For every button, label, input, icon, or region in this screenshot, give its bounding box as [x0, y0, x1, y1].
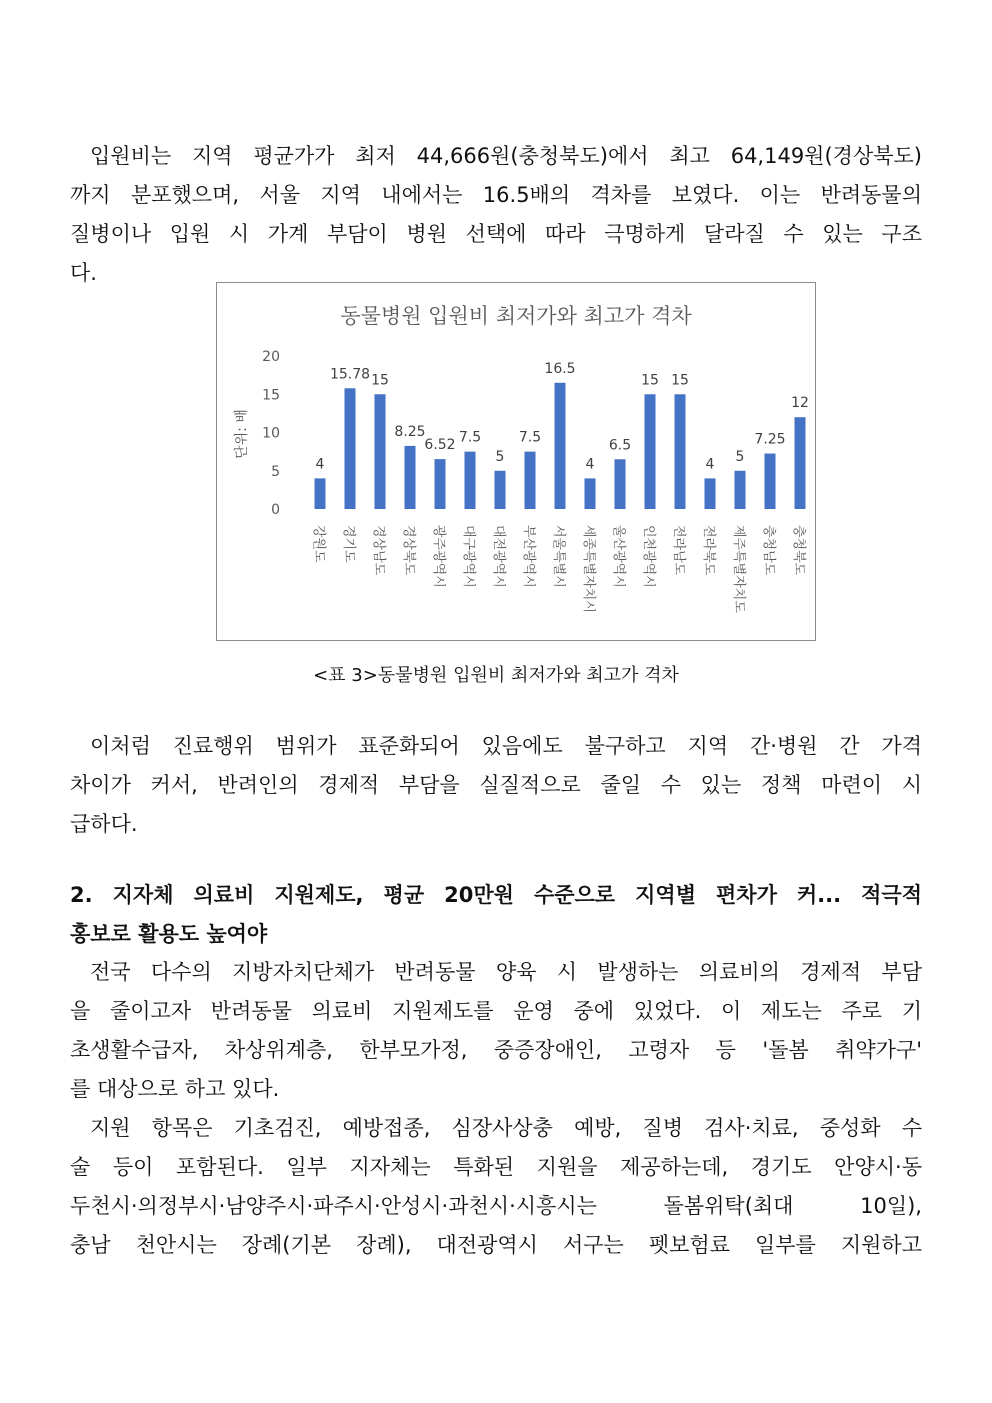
text-line: 급하다.: [70, 812, 138, 836]
data-label: 15.78: [329, 366, 371, 383]
paragraph-support-program: [70, 953, 922, 1109]
x-tick-label: 전라남도: [671, 525, 686, 576]
text-line: 지원 항목은 기초검진, 예방접종, 심장사상충 예방, 질병 검사·치료, 중성화 수: [90, 1116, 922, 1140]
paragraph-support-items: [70, 1109, 922, 1265]
x-tick-label: 충청남도: [761, 525, 776, 576]
bar-인천광역시: [645, 394, 656, 509]
bar-부산광역시: [525, 452, 536, 509]
text-line: 다.: [70, 261, 97, 285]
x-tick-label: 전라북도: [701, 525, 716, 576]
y-axis-label: 단위: 배: [234, 409, 250, 459]
bar-chart: [217, 283, 815, 640]
bar-대구광역시: [465, 452, 476, 509]
chart-title: 동물병원 입원비 최저가와 최고가 격차: [340, 304, 692, 328]
x-tick-label: 인천광역시: [641, 525, 656, 588]
x-tick-label: 제주특별자치도: [731, 525, 746, 613]
data-label: 4: [315, 456, 325, 473]
bar-광주광역시: [435, 459, 446, 509]
text-line: 를 대상으로 하고 있다.: [70, 1077, 280, 1101]
x-tick-label: 광주광역시: [431, 525, 446, 588]
x-tick-label: 강원도: [311, 525, 326, 563]
bar-대전광역시: [495, 471, 506, 509]
text-line: 초생활수급자, 차상위계층, 한부모가정, 중증장애인, 고령자 등 '돌봄 취약가구': [70, 1038, 922, 1062]
bar-전라남도: [675, 394, 686, 509]
x-tick-label: 부산광역시: [521, 525, 536, 588]
data-label: 6.52: [424, 437, 456, 454]
bar-세종특별자치시: [585, 478, 596, 509]
x-tick-label: 서울특별시: [551, 525, 566, 588]
x-tick-label: 세종특별자치시: [581, 525, 596, 613]
text-line: 까지 분포했으며, 서울 지역 내에서는 16.5배의 격차를 보였다. 이는 반려동물의: [70, 183, 922, 207]
text-line: 전국 다수의 지방자치단체가 반려동물 양육 시 발생하는 의료비의 경제적 부담: [90, 960, 922, 984]
bar-전라북도: [705, 478, 716, 509]
data-label: 8.25: [394, 423, 426, 440]
heading-line: 홍보로 활용도 높여야: [70, 922, 268, 946]
data-label: 7.5: [458, 429, 482, 446]
y-tick-label: 0: [271, 502, 280, 518]
data-label: 5: [495, 448, 505, 465]
text-line: 입원비는 지역 평균가가 최저 44,666원(충청북도)에서 최고 64,149원(경상북도): [90, 144, 922, 168]
bar-충청남도: [765, 454, 776, 509]
x-tick-label: 대구광역시: [461, 525, 476, 588]
data-label: 15: [371, 372, 389, 389]
y-tick-label: 15: [262, 387, 280, 404]
y-tick-label: 20: [262, 349, 280, 365]
data-label: 7.25: [754, 431, 786, 448]
data-label: 16.5: [544, 360, 576, 377]
y-tick-label: 10: [262, 425, 280, 442]
paragraph-admission-costs: [70, 137, 922, 293]
bar-경상북도: [405, 446, 416, 509]
heading-line: 2. 지자체 의료비 지원제도, 평균 20만원 수준으로 지역별 편차가 커... 적극적: [70, 883, 922, 907]
x-tick-label: 경상남도: [371, 525, 386, 576]
bar-제주특별자치도: [735, 471, 746, 509]
data-label: 15: [671, 372, 689, 389]
section-heading: [70, 876, 922, 954]
data-label: 15: [641, 372, 659, 389]
bar-경상남도: [375, 394, 386, 509]
data-label: 6.5: [608, 437, 632, 454]
x-tick-label: 대전광역시: [491, 525, 506, 588]
data-label: 4: [705, 456, 715, 473]
x-tick-label: 울산광역시: [611, 525, 626, 588]
bar-경기도: [345, 388, 356, 509]
data-label: 12: [791, 395, 809, 412]
data-label: 4: [585, 456, 595, 473]
bar-서울특별시: [555, 383, 566, 509]
paragraph-price-gap: [70, 727, 922, 844]
bar-울산광역시: [615, 459, 626, 509]
text-line: 차이가 커서, 반려인의 경제적 부담을 실질적으로 줄일 수 있는 정책 마련이 시: [70, 773, 922, 797]
text-line: 술 등이 포함된다. 일부 지자체는 특화된 지원을 제공하는데, 경기도 안양시·동: [70, 1155, 922, 1179]
x-tick-label: 경기도: [341, 525, 356, 563]
y-tick-label: 5: [271, 463, 280, 480]
bar-충청북도: [795, 417, 806, 509]
data-label: 5: [735, 448, 745, 465]
text-line: 질병이나 입원 시 가계 부담이 병원 선택에 따라 극명하게 달라질 수 있는 구조: [70, 222, 922, 246]
text-line: 두천시·의정부시·남양주시·파주시·안성시·과천시·시흥시는 돌봄위탁(최대 10일),: [70, 1194, 922, 1218]
bar-강원도: [315, 478, 326, 509]
text-line: 충남 천안시는 장례(기본 장례), 대전광역시 서구는 펫보험료 일부를 지원하고: [70, 1233, 922, 1257]
x-tick-label: 경상북도: [401, 525, 416, 576]
data-label: 7.5: [518, 429, 542, 446]
text-line: 이처럼 진료행위 범위가 표준화되어 있음에도 불구하고 지역 간·병원 간 가격: [90, 734, 922, 758]
x-tick-label: 충청북도: [791, 525, 806, 576]
text-line: 을 줄이고자 반려동물 의료비 지원제도를 운영 중에 있었다. 이 제도는 주로 기: [70, 999, 922, 1023]
chart-caption: <표 3>동물병원 입원비 최저가와 최고가 격차: [313, 665, 679, 686]
chart-frame: [216, 282, 816, 641]
